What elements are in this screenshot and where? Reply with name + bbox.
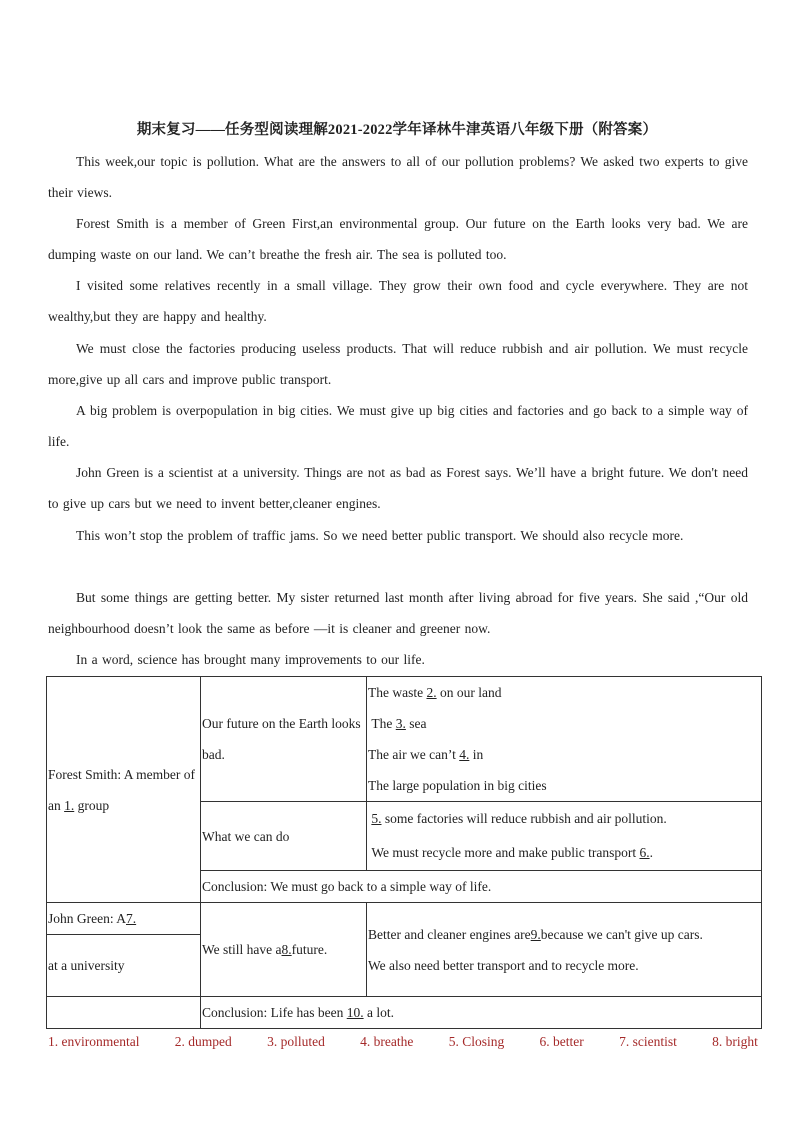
paragraph-6: John Green is a scientist at a university. Things are not as bad as Forest says. We’ll have a bright future. We don't need to give up cars but we need to invent better,cleaner engines. xyxy=(48,465,748,512)
answer-key xyxy=(48,1034,758,1050)
blank-1: 1. xyxy=(64,797,75,813)
blank-2: 2. xyxy=(426,685,437,700)
answer-6: 6. better xyxy=(539,1034,584,1049)
paragraph-1: This week,our topic is pollution. What are the answers to all of our pollution problems? We asked two experts to give their views. xyxy=(48,154,748,201)
blank-9: 9. xyxy=(530,926,541,942)
blank-10: 10. xyxy=(346,1005,364,1020)
paragraph-7: This won’t stop the problem of traffic jams. So we need better public transport. We should also recycle more. xyxy=(76,528,684,543)
john-green-cell: John Green: A7. xyxy=(47,903,201,935)
future-bad-cell: Our future on the Earth looks bad. xyxy=(201,677,367,802)
paragraph-8: But some things are getting better. My sister returned last month after living abroad for five years. She said ,“Our old neighbourhood doesn’t look the same as before —it is cleaner and greener now. xyxy=(48,590,748,637)
blank-4: 4. xyxy=(459,747,470,762)
answer-4: 4. breathe xyxy=(360,1034,414,1049)
university-cell: at a university xyxy=(47,935,201,997)
engines-cell: Better and cleaner engines are9.because we can't give up cars. We also need better transport and to recycle more. xyxy=(367,903,762,997)
blank-3: 3. xyxy=(395,716,406,731)
task-table xyxy=(46,676,762,1029)
conclusion-2: Conclusion: Life has been 10. a lot. xyxy=(201,997,762,1029)
answer-3: 3. polluted xyxy=(267,1034,325,1049)
paragraph-9: In a word, science has brought many improvements to our life. xyxy=(76,652,425,667)
paragraph-2: Forest Smith is a member of Green First,an environmental group. Our future on the Earth looks very bad. We are dumping waste on our land. We can’t breathe the fresh air. The sea is polluted too. xyxy=(48,216,748,263)
paragraph-5: A big problem is overpopulation in big cities. We must give up big cities and factories and go back to a simple way of life. xyxy=(48,403,748,450)
blank-8: 8. xyxy=(281,942,292,957)
forest-smith-cell: Forest Smith: A member of an 1. group xyxy=(47,677,201,903)
blank-7: 7. xyxy=(126,911,137,926)
bright-future-cell: We still have a8.future. xyxy=(201,903,367,997)
answer-7: 7. scientist xyxy=(619,1034,677,1049)
answer-2: 2. dumped xyxy=(174,1034,232,1049)
paragraph-3: I visited some relatives recently in a small village. They grow their own food and cycle everywhere. They are not wealthy,but they are happy and healthy. xyxy=(48,278,748,325)
conclusion-1: Conclusion: We must go back to a simple way of life. xyxy=(201,871,762,903)
answer-8: 8. bright xyxy=(712,1034,758,1049)
solutions-cell: 5. some factories will reduce rubbish and air pollution. We must recycle more and make public transport 6.. xyxy=(367,802,762,871)
blank-6: 6. xyxy=(639,845,650,860)
answer-5: 5. Closing xyxy=(448,1034,505,1049)
paragraph-4: We must close the factories producing useless products. That will reduce rubbish and air pollution. We must recycle more,give up all cars and improve public transport. xyxy=(48,341,748,388)
what-we-can-do-cell: What we can do xyxy=(201,802,367,871)
answer-1: 1. environmental xyxy=(48,1034,140,1049)
page-title: 期末复习——任务型阅读理解2021-2022学年译林牛津英语八年级下册（附答案） xyxy=(136,122,658,138)
blank-5: 5. xyxy=(371,811,382,826)
problems-cell: The waste 2. on our land The 3. sea The air we can’t 4. in The large population in big cities xyxy=(367,677,762,802)
